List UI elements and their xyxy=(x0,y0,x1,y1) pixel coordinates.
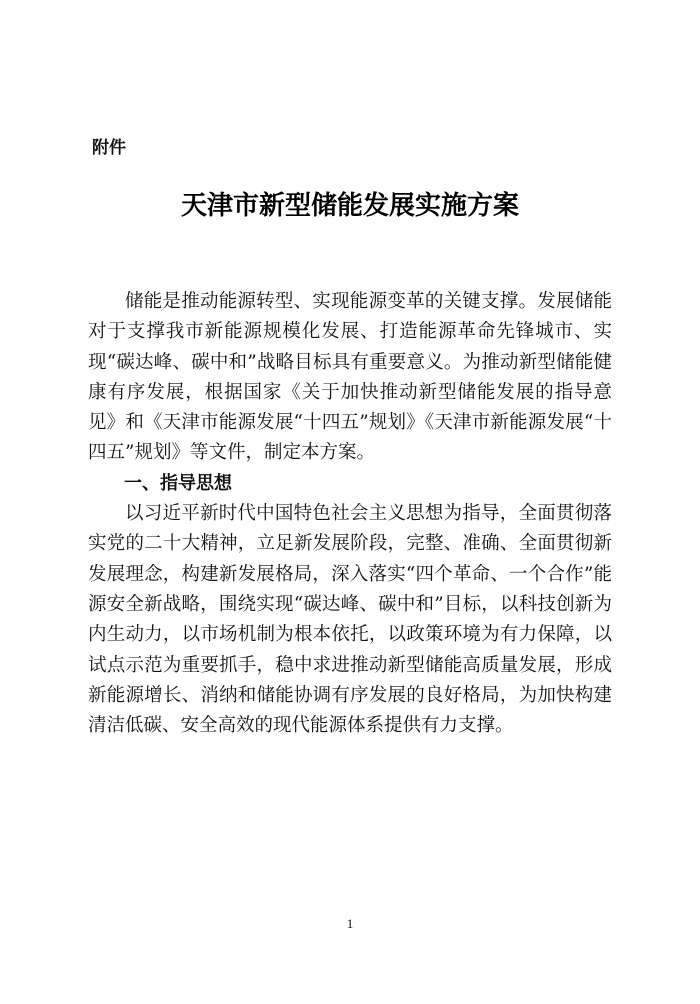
document-title: 天津市新型储能发展实施方案 xyxy=(180,191,519,221)
section-heading: 一、指导思想 xyxy=(124,472,232,494)
intro-paragraph: 储能是推动能源转型、实现能源变革的关键支撑。发展储能对于支撑我市新能源规模化发展、打造能源革命先锋城市、实现“碳达峰、碳中和”战略目标具有重要意义。为推动新型储能健康有序发展，根据国家《关于加快推动新型储能发展的指导意见》和《天津市能源发展“十四五”规划》《天津市新能源发展“十四五”规划》等文件，制定本方案。 xyxy=(88,291,612,464)
document-body xyxy=(88,287,612,741)
attachment-label: 附件 xyxy=(92,138,126,158)
page-number: 1 xyxy=(346,916,354,931)
section-paragraph: 以习近平新时代中国特色社会主义思想为指导，全面贯彻落实党的二十大精神，立足新发展阶段，完整、准确、全面贯彻新发展理念，构建新发展格局，深入落实“四个革命、一个合作”能源安全新战略，围绕实现“碳达峰、碳中和”目标，以科技创新为内生动力，以市场机制为根本依托，以政策环境为有力保障，以试点示范为重要抓手，稳中求进推动新型储能高质量发展，形成新能源增长、消纳和储能协调有序发展的良好格局，为加快构建清洁低碳、安全高效的现代能源体系提供有力支撑。 xyxy=(88,503,612,737)
